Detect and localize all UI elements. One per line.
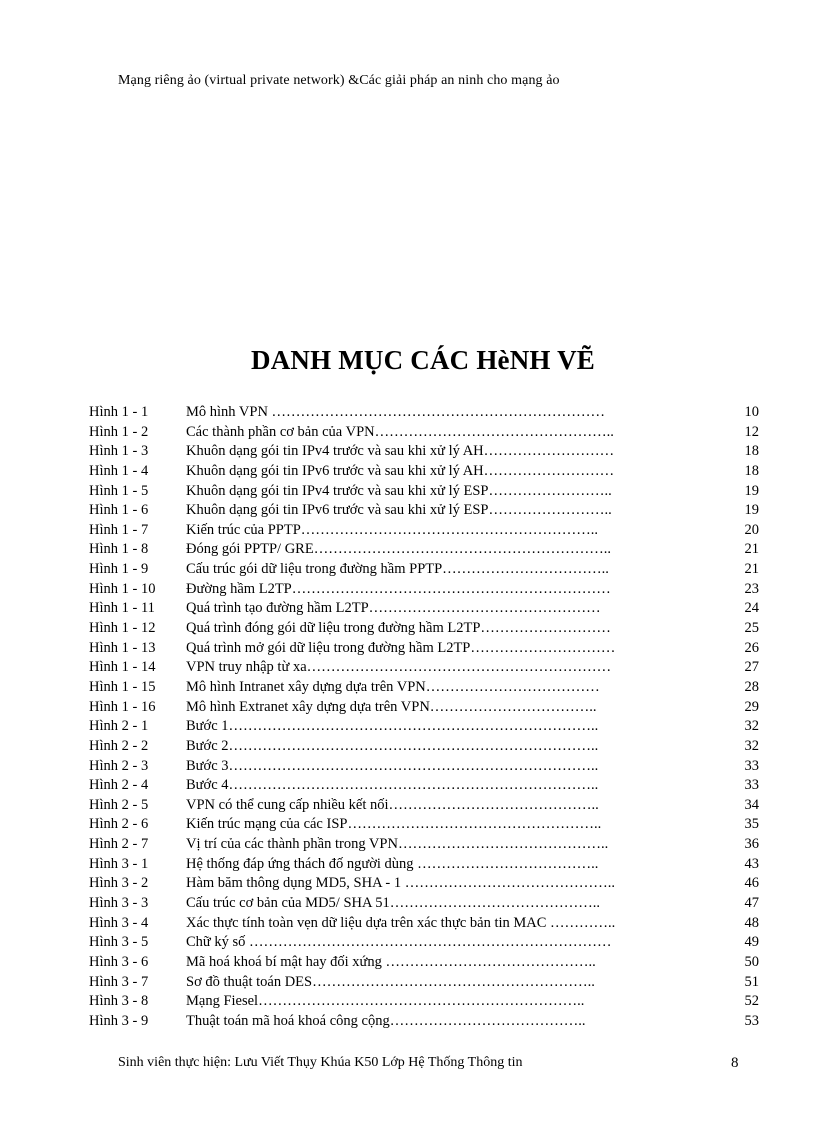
figure-page-number: 33: [744, 777, 759, 794]
figure-title: Chữ ký số …………………………………………………………………: [186, 934, 612, 951]
figure-page-number: 32: [744, 718, 759, 735]
figure-title: Đường hầm L2TP…………………………………………………………: [186, 580, 611, 597]
figure-number: Hình 1 - 5: [89, 482, 149, 499]
figure-page-number: 36: [744, 836, 759, 853]
figure-title: Đóng gói PPTP/ GRE……………………………………………………..: [186, 541, 611, 558]
figure-number: Hình 1 - 14: [89, 659, 156, 676]
figure-list-item: [89, 462, 769, 482]
page-footer: Sinh viên thực hiện: Lưu Viết Thụy Khúa K50 Lớp Hệ Thống Thông tin: [118, 1055, 523, 1070]
figure-page-number: 27: [744, 659, 759, 676]
figure-page-number: 26: [744, 639, 759, 656]
figure-title: Kiến trúc của PPTP……………………………………………………..: [186, 521, 599, 538]
figure-number: Hình 1 - 8: [89, 541, 149, 558]
figure-title: Cấu trúc cơ bản của MD5/ SHA 51……………………………………..: [186, 895, 601, 912]
figure-page-number: 25: [744, 620, 759, 637]
figure-number: Hình 1 - 2: [89, 423, 149, 440]
figure-list-item: [89, 776, 769, 796]
figure-page-number: 18: [744, 462, 759, 479]
figure-title: Hàm băm thông dụng MD5, SHA - 1 ……………………………………..: [186, 875, 615, 892]
figure-list-item: [89, 501, 769, 521]
figure-title: Bước 3…………………………………………………………………..: [186, 757, 599, 774]
figure-title: Sơ đồ thuật toán DES…………………………………………………..: [186, 973, 595, 990]
figure-list-item: [89, 560, 769, 580]
figure-number: Hình 1 - 10: [89, 580, 156, 597]
figure-list-item: [89, 953, 769, 973]
figure-list-item: [89, 540, 769, 560]
figure-number: Hình 3 - 9: [89, 1012, 149, 1029]
figure-number: Hình 1 - 6: [89, 502, 149, 519]
figure-title: Bước 1…………………………………………………………………..: [186, 718, 599, 735]
figure-number: Hình 3 - 6: [89, 953, 149, 970]
figure-title: Khuôn dạng gói tin IPv6 trước và sau khi xử lý AH………………………: [186, 462, 615, 479]
figure-page-number: 33: [744, 757, 759, 774]
figure-list-item: [89, 482, 769, 502]
figure-title: Hệ thống đáp ứng thách đố người dùng ………………………………..: [186, 855, 599, 872]
figure-page-number: 10: [744, 404, 759, 420]
figure-number: Hình 1 - 11: [89, 600, 155, 617]
figure-list-item: [89, 717, 769, 737]
figure-title: VPN truy nhập từ xa………………………………………………………: [186, 659, 612, 676]
figure-number: Hình 1 - 7: [89, 521, 149, 538]
figure-list-item: [89, 619, 769, 639]
figure-list-item: [89, 737, 769, 757]
figure-number: Hình 3 - 1: [89, 855, 149, 872]
figure-title: Kiến trúc mạng của các ISP……………………………………………..: [186, 816, 602, 833]
figure-number: Hình 2 - 5: [89, 796, 149, 813]
figure-page-number: 19: [744, 502, 759, 519]
figure-list-item: [89, 599, 769, 619]
figure-page-number: 35: [744, 816, 759, 833]
figure-number: Hình 1 - 15: [89, 678, 156, 695]
figure-page-number: 18: [744, 443, 759, 460]
figure-title: Cấu trúc gói dữ liệu trong đường hầm PPTP……………………………..: [186, 561, 609, 578]
figure-title: Mô hình VPN ……………………………………………………………: [186, 404, 606, 420]
figure-number: Hình 3 - 7: [89, 973, 149, 990]
figure-list-item: [89, 855, 769, 875]
figure-number: Hình 3 - 4: [89, 914, 149, 931]
figure-number: Hình 1 - 4: [89, 462, 149, 479]
figure-page-number: 20: [744, 521, 759, 538]
figure-title: Thuật toán mã hoá khoá công cộng…………………………………..: [186, 1012, 586, 1029]
figure-list-item: [89, 835, 769, 855]
figure-list-item: [89, 914, 769, 934]
figure-list-item: [89, 757, 769, 777]
figure-title: Mạng Fiesel…………………………………………………………..: [186, 993, 585, 1010]
figure-title: Các thành phần cơ bản của VPN…………………………………………..: [186, 423, 614, 440]
figure-list: [89, 403, 769, 1032]
figure-number: Hình 1 - 16: [89, 698, 156, 715]
figure-number: Hình 2 - 4: [89, 777, 149, 794]
figure-list-item: [89, 815, 769, 835]
figure-title: Xác thực tính toàn vẹn dữ liệu dựa trên xác thực bản tin MAC …………..: [186, 914, 616, 931]
figure-title: Quá trình mở gói dữ liệu trong đường hầm L2TP…………………………: [186, 639, 616, 656]
figure-number: Hình 3 - 5: [89, 934, 149, 951]
figure-list-item: [89, 1012, 769, 1032]
figure-page-number: 21: [744, 561, 759, 578]
figure-page-number: 23: [744, 580, 759, 597]
figure-page-number: 24: [744, 600, 759, 617]
figure-page-number: 19: [744, 482, 759, 499]
figure-number: Hình 2 - 1: [89, 718, 149, 735]
page-number: 8: [731, 1055, 739, 1071]
figure-list-item: [89, 678, 769, 698]
figure-page-number: 53: [744, 1012, 759, 1029]
figure-page-number: 12: [744, 423, 759, 440]
figure-page-number: 49: [744, 934, 759, 951]
figure-number: Hình 3 - 3: [89, 895, 149, 912]
figure-page-number: 51: [744, 973, 759, 990]
figure-title: VPN có thể cung cấp nhiều kết nối……………………………………..: [186, 796, 599, 813]
figure-title: Mô hình Extranet xây dựng dựa trên VPN……………………………..: [186, 698, 597, 715]
figure-list-item: [89, 992, 769, 1012]
figure-number: Hình 3 - 2: [89, 875, 149, 892]
figure-page-number: 34: [744, 796, 759, 813]
figure-list-item: [89, 403, 769, 423]
figure-list-item: [89, 796, 769, 816]
figure-list-item: [89, 521, 769, 541]
figure-title: Bước 4…………………………………………………………………..: [186, 777, 599, 794]
figure-page-number: 32: [744, 737, 759, 754]
figure-list-item: [89, 639, 769, 659]
figure-title: Quá trình tạo đường hầm L2TP…………………………………………: [186, 600, 601, 617]
figure-number: Hình 1 - 3: [89, 443, 149, 460]
figure-page-number: 29: [744, 698, 759, 715]
figure-page-number: 43: [744, 855, 759, 872]
figure-number: Hình 1 - 9: [89, 561, 149, 578]
figure-number: Hình 1 - 13: [89, 639, 156, 656]
figure-number: Hình 2 - 2: [89, 737, 149, 754]
figure-page-number: 47: [744, 895, 759, 912]
figure-list-item: [89, 933, 769, 953]
figure-page-number: 52: [744, 993, 759, 1010]
figure-title: Quá trình đóng gói dữ liệu trong đường hầm L2TP………………………: [186, 620, 611, 637]
figure-title: Vị trí của các thành phần trong VPN……………………………………..: [186, 836, 609, 853]
figure-title: Mô hình Intranet xây dựng dựa trên VPN………………………………: [186, 678, 600, 695]
figure-list-item: [89, 698, 769, 718]
figure-list-item: [89, 894, 769, 914]
page-header: Mạng riêng ảo (virtual private network) &Các giải pháp an ninh cho mạng ảo: [118, 73, 560, 88]
figure-page-number: 48: [744, 914, 759, 931]
figure-title: Khuôn dạng gói tin IPv6 trước và sau khi xử lý ESP……………………..: [186, 502, 612, 519]
figure-number: Hình 3 - 8: [89, 993, 149, 1010]
figure-list-item: [89, 423, 769, 443]
figure-title: Khuôn dạng gói tin IPv4 trước và sau khi xử lý AH………………………: [186, 443, 615, 460]
figure-title: Khuôn dạng gói tin IPv4 trước và sau khi xử lý ESP……………………..: [186, 482, 612, 499]
figure-number: Hình 2 - 7: [89, 836, 149, 853]
figure-page-number: 46: [744, 875, 759, 892]
figure-page-number: 28: [744, 678, 759, 695]
figure-list-item: [89, 442, 769, 462]
figure-number: Hình 1 - 12: [89, 620, 156, 637]
figure-list-item: [89, 658, 769, 678]
figure-number: Hình 2 - 6: [89, 816, 149, 833]
figure-list-item: [89, 580, 769, 600]
figure-list-item: [89, 874, 769, 894]
figure-number: Hình 2 - 3: [89, 757, 149, 774]
figure-title: Mã hoá khoá bí mật hay đối xứng ……………………………………..: [186, 953, 596, 970]
figure-number: Hình 1 - 1: [89, 404, 149, 420]
page-title: DANH MỤC CÁC HèNH VẼ: [251, 345, 595, 375]
figure-title: Bước 2…………………………………………………………………..: [186, 737, 599, 754]
figure-list-item: [89, 973, 769, 993]
figure-page-number: 50: [744, 953, 759, 970]
figure-page-number: 21: [744, 541, 759, 558]
